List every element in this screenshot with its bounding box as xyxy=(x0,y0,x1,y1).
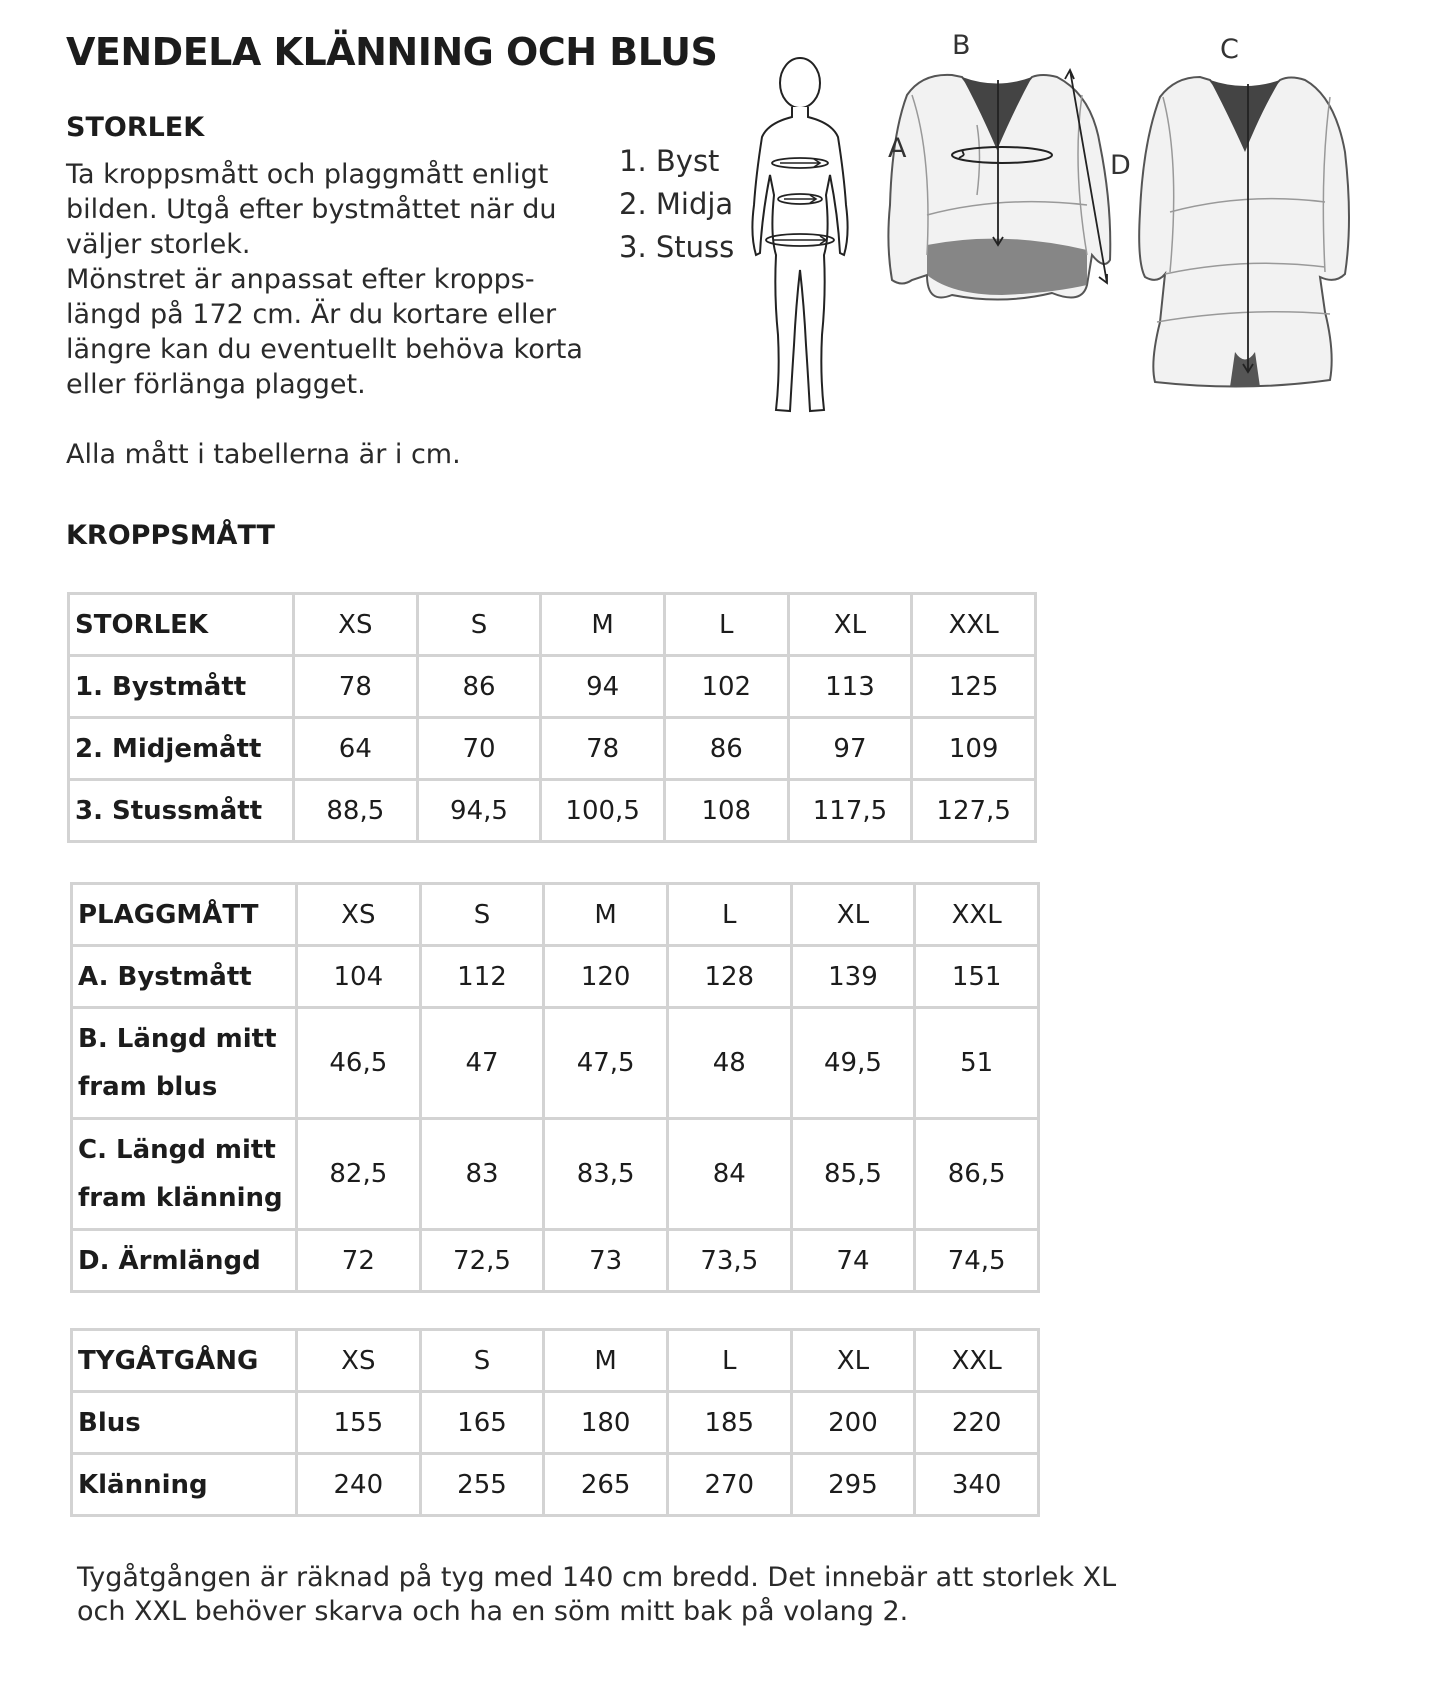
table-header-row xyxy=(72,884,1039,946)
size-header: S xyxy=(420,1330,544,1392)
legend-bust: 1. Byst xyxy=(619,144,720,178)
size-header: XS xyxy=(297,1330,421,1392)
table-header-row xyxy=(69,594,1036,656)
storlek-heading: STORLEK xyxy=(66,112,205,143)
table-cell: 83,5 xyxy=(544,1119,668,1230)
table-cell: 70 xyxy=(417,718,541,780)
intro-paragraph-2: Mönstret är anpassat efter kropps-längd på 172 cm. Är du kortare eller längre kan du eventuellt behöva korta eller förlänga plagget. xyxy=(66,264,583,400)
table-cell: 127,5 xyxy=(912,780,1036,842)
table-cell: 82,5 xyxy=(297,1119,421,1230)
size-header: M xyxy=(544,884,668,946)
label-d: D xyxy=(1110,150,1131,181)
garment-measurements-table xyxy=(70,882,1040,1293)
body-measurements-table xyxy=(67,592,1037,843)
table-cell: 74 xyxy=(791,1230,915,1292)
table-cell: 86,5 xyxy=(915,1119,1039,1230)
table-header-row xyxy=(72,1330,1039,1392)
table-cell: 47,5 xyxy=(544,1008,668,1119)
table-cell: 102 xyxy=(664,656,788,718)
row-label: 1. Bystmått xyxy=(69,656,294,718)
page-title: VENDELA KLÄNNING OCH BLUS xyxy=(66,30,718,74)
size-header: L xyxy=(667,884,791,946)
table-cell: 185 xyxy=(667,1392,791,1454)
table-cell: 78 xyxy=(294,656,418,718)
table-row xyxy=(72,1119,1039,1230)
table-cell: 151 xyxy=(915,946,1039,1008)
table-cell: 255 xyxy=(420,1454,544,1516)
table-cell: 72 xyxy=(297,1230,421,1292)
table-cell: 94,5 xyxy=(417,780,541,842)
legend-waist: 2. Midja xyxy=(619,187,734,221)
table-row xyxy=(69,718,1036,780)
row-label: 3. Stussmått xyxy=(69,780,294,842)
table-row xyxy=(72,1454,1039,1516)
size-header: XXL xyxy=(915,884,1039,946)
size-header: M xyxy=(544,1330,668,1392)
table-cell: 112 xyxy=(420,946,544,1008)
row-label: 2. Midjemått xyxy=(69,718,294,780)
measurement-legend xyxy=(619,140,734,269)
intro-text xyxy=(66,157,586,472)
table-cell: 49,5 xyxy=(791,1008,915,1119)
table-row xyxy=(69,656,1036,718)
table-cell: 165 xyxy=(420,1392,544,1454)
table-cell: 295 xyxy=(791,1454,915,1516)
row-label: Blus xyxy=(72,1392,297,1454)
table-cell: 46,5 xyxy=(297,1008,421,1119)
size-header: XL xyxy=(791,1330,915,1392)
fabric-requirements-table xyxy=(70,1328,1040,1517)
table-cell: 48 xyxy=(667,1008,791,1119)
table-cell: 180 xyxy=(544,1392,668,1454)
table-row xyxy=(72,1230,1039,1292)
table-cell: 340 xyxy=(915,1454,1039,1516)
table-cell: 117,5 xyxy=(788,780,912,842)
table-cell: 240 xyxy=(297,1454,421,1516)
row-label: A. Bystmått xyxy=(72,946,297,1008)
blouse-illustration xyxy=(882,55,1122,305)
table-cell: 139 xyxy=(791,946,915,1008)
table-cell: 86 xyxy=(664,718,788,780)
table-cell: 78 xyxy=(541,718,665,780)
label-a: A xyxy=(888,133,907,164)
table-cell: 108 xyxy=(664,780,788,842)
table-cell: 100,5 xyxy=(541,780,665,842)
size-header: XS xyxy=(294,594,418,656)
size-header: S xyxy=(420,884,544,946)
row-label: Klänning xyxy=(72,1454,297,1516)
table-cell: 128 xyxy=(667,946,791,1008)
size-header: M xyxy=(541,594,665,656)
table-cell: 84 xyxy=(667,1119,791,1230)
table-cell: 72,5 xyxy=(420,1230,544,1292)
table-cell: 83 xyxy=(420,1119,544,1230)
size-header: S xyxy=(417,594,541,656)
row-label: C. Längd mitt fram klänning xyxy=(72,1119,297,1230)
legend-hip: 3. Stuss xyxy=(619,230,735,264)
table-cell: 47 xyxy=(420,1008,544,1119)
size-header: XXL xyxy=(915,1330,1039,1392)
size-header: XL xyxy=(788,594,912,656)
table-cell: 85,5 xyxy=(791,1119,915,1230)
table-cell: 109 xyxy=(912,718,1036,780)
table-row xyxy=(72,946,1039,1008)
label-b: B xyxy=(952,30,971,61)
body-figure-illustration xyxy=(740,55,860,425)
kroppsmatt-heading: KROPPSMÅTT xyxy=(66,520,275,551)
table-cell: 88,5 xyxy=(294,780,418,842)
table-cell: 94 xyxy=(541,656,665,718)
table-row xyxy=(72,1008,1039,1119)
table-cell: 64 xyxy=(294,718,418,780)
row-label: B. Längd mitt fram blus xyxy=(72,1008,297,1119)
dress-illustration xyxy=(1135,62,1355,392)
size-header: XXL xyxy=(912,594,1036,656)
table-cell: 200 xyxy=(791,1392,915,1454)
size-header: L xyxy=(667,1330,791,1392)
table-cell: 270 xyxy=(667,1454,791,1516)
table-row xyxy=(69,780,1036,842)
intro-paragraph-1: Ta kroppsmått och plaggmått enligt bilden. Utgå efter bystmåttet när du väljer storlek. xyxy=(66,159,557,260)
table-cell: 86 xyxy=(417,656,541,718)
table-cell: 104 xyxy=(297,946,421,1008)
table-cell: 220 xyxy=(915,1392,1039,1454)
table-cell: 73 xyxy=(544,1230,668,1292)
label-c: C xyxy=(1220,34,1239,65)
column-header-size: STORLEK xyxy=(69,594,294,656)
column-header-fabric: TYGÅTGÅNG xyxy=(72,1330,297,1392)
row-label: D. Ärmlängd xyxy=(72,1230,297,1292)
size-header: L xyxy=(664,594,788,656)
table-cell: 265 xyxy=(544,1454,668,1516)
intro-paragraph-3: Alla mått i tabellerna är i cm. xyxy=(66,439,461,470)
table-cell: 73,5 xyxy=(667,1230,791,1292)
column-header-garment: PLAGGMÅTT xyxy=(72,884,297,946)
size-header: XS xyxy=(297,884,421,946)
table-cell: 155 xyxy=(297,1392,421,1454)
table-cell: 120 xyxy=(544,946,668,1008)
table-cell: 113 xyxy=(788,656,912,718)
table-cell: 74,5 xyxy=(915,1230,1039,1292)
table-cell: 51 xyxy=(915,1008,1039,1119)
fabric-footnote: Tygåtgången är räknad på tyg med 140 cm bredd. Det innebär att storlek XL och XXL behöver skarva och ha en söm mitt bak på volang 2. xyxy=(77,1562,1117,1627)
table-row xyxy=(72,1392,1039,1454)
table-cell: 125 xyxy=(912,656,1036,718)
size-header: XL xyxy=(791,884,915,946)
table-cell: 97 xyxy=(788,718,912,780)
